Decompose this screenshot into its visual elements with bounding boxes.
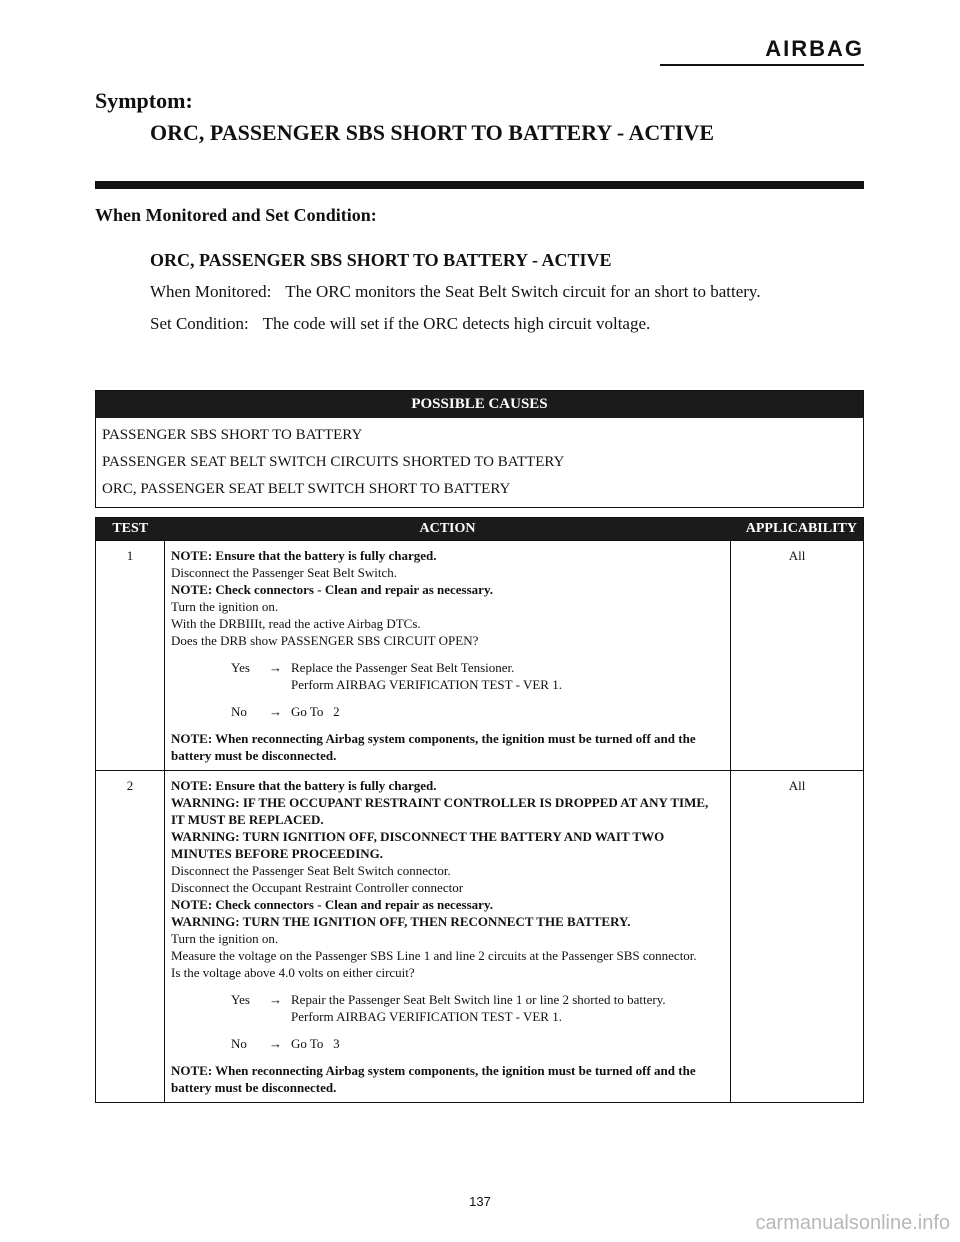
possible-causes-box: [95, 390, 864, 508]
yes-answer: [231, 659, 724, 693]
yes-text: [291, 659, 724, 693]
set-condition-text: The code will set if the ORC detects high circuit voltage.: [262, 314, 651, 333]
symptom-title: ORC, PASSENGER SBS SHORT TO BATTERY - ACTIVE: [150, 120, 715, 145]
arrow-right-icon: →: [269, 704, 282, 719]
symptom-label: Symptom:: [95, 88, 193, 113]
header-test: TEST: [96, 518, 165, 541]
action-line: NOTE: Check connectors - Clean and repair as necessary.: [171, 582, 493, 597]
test-table: [95, 517, 864, 1103]
cause-item: ORC, PASSENGER SEAT BELT SWITCH SHORT TO BATTERY: [102, 481, 511, 497]
action-line: NOTE: Check connectors - Clean and repair as necessary.: [171, 897, 493, 912]
watermark-link[interactable]: carmanualsonline.info: [755, 1212, 950, 1234]
no-text: Go To 3: [291, 1036, 340, 1051]
yes-label: Yes: [231, 660, 250, 675]
possible-causes-list: [96, 418, 863, 507]
header-rule: [660, 64, 864, 66]
header-applicability: APPLICABILITY: [731, 518, 864, 541]
final-note: NOTE: When reconnecting Airbag system components, the ignition must be turned off and the battery must be disconnected.: [171, 731, 696, 763]
arrow-right-icon: →: [269, 1036, 282, 1051]
no-answer: [231, 1035, 724, 1052]
cause-item: PASSENGER SEAT BELT SWITCH CIRCUITS SHORTED TO BATTERY: [102, 454, 565, 470]
test-action: [165, 771, 731, 1103]
no-label: No: [231, 1036, 247, 1051]
action-line: NOTE: Ensure that the battery is fully charged.: [171, 778, 437, 793]
table-row: [96, 771, 864, 1103]
action-line: Is the voltage above 4.0 volts on either circuit?: [171, 965, 415, 980]
monitored-heading: When Monitored and Set Condition:: [95, 205, 377, 225]
divider-bar: [95, 181, 864, 189]
set-condition-label: Set Condition:: [150, 314, 249, 333]
no-text: Go To 2: [291, 704, 340, 719]
yes-answer: [231, 991, 724, 1025]
arrow-right-icon: →: [269, 992, 282, 1007]
table-row: [96, 541, 864, 771]
final-note: NOTE: When reconnecting Airbag system components, the ignition must be turned off and the battery must be disconnected.: [171, 1063, 696, 1095]
test-applicability: All: [731, 771, 864, 1103]
page-number: 137: [469, 1194, 491, 1209]
when-monitored-text: The ORC monitors the Seat Belt Switch circuit for an short to battery.: [285, 282, 761, 301]
condition-title: ORC, PASSENGER SBS SHORT TO BATTERY - ACTIVE: [150, 250, 612, 270]
no-answer: [231, 703, 724, 720]
header-action: ACTION: [165, 518, 731, 541]
action-line: NOTE: Ensure that the battery is fully charged.: [171, 548, 437, 563]
arrow-right-icon: →: [269, 660, 282, 675]
set-condition-line: [150, 314, 650, 334]
when-monitored-line: [150, 282, 761, 302]
action-line: WARNING: TURN IGNITION OFF, DISCONNECT THE BATTERY AND WAIT TWO MINUTES BEFORE PROCEEDING.: [171, 829, 665, 861]
when-monitored-label: When Monitored:: [150, 282, 272, 301]
action-line: Disconnect the Passenger Seat Belt Switch connector.: [171, 863, 451, 878]
possible-causes-heading: POSSIBLE CAUSES: [96, 391, 863, 418]
yes-line: Replace the Passenger Seat Belt Tensioner.: [291, 660, 515, 675]
yes-text: [291, 991, 724, 1025]
action-line: Turn the ignition on.: [171, 599, 279, 614]
yes-line: Perform AIRBAG VERIFICATION TEST - VER 1.: [291, 1009, 562, 1024]
action-line: Measure the voltage on the Passenger SBS Line 1 and line 2 circuits at the Passenger SBS connector.: [171, 948, 697, 963]
action-line: Turn the ignition on.: [171, 931, 279, 946]
action-line: Does the DRB show PASSENGER SBS CIRCUIT OPEN?: [171, 633, 479, 648]
test-number: 2: [96, 771, 165, 1103]
test-action: [165, 541, 731, 771]
test-number: 1: [96, 541, 165, 771]
action-line: Disconnect the Occupant Restraint Controller connector: [171, 880, 464, 895]
action-line: WARNING: IF THE OCCUPANT RESTRAINT CONTROLLER IS DROPPED AT ANY TIME, IT MUST BE REPLACED.: [171, 795, 709, 827]
action-line: WARNING: TURN THE IGNITION OFF, THEN RECONNECT THE BATTERY.: [171, 914, 631, 929]
action-line: Disconnect the Passenger Seat Belt Switch.: [171, 565, 398, 580]
no-label: No: [231, 704, 247, 719]
cause-item: PASSENGER SBS SHORT TO BATTERY: [102, 427, 363, 443]
yes-line: Perform AIRBAG VERIFICATION TEST - VER 1.: [291, 677, 562, 692]
section-header: AIRBAG: [765, 36, 864, 61]
yes-line: Repair the Passenger Seat Belt Switch line 1 or line 2 shorted to battery.: [291, 992, 666, 1007]
action-line: With the DRBIIIt, read the active Airbag DTCs.: [171, 616, 421, 631]
test-table-header: [96, 518, 864, 541]
yes-label: Yes: [231, 992, 250, 1007]
test-applicability: All: [731, 541, 864, 771]
